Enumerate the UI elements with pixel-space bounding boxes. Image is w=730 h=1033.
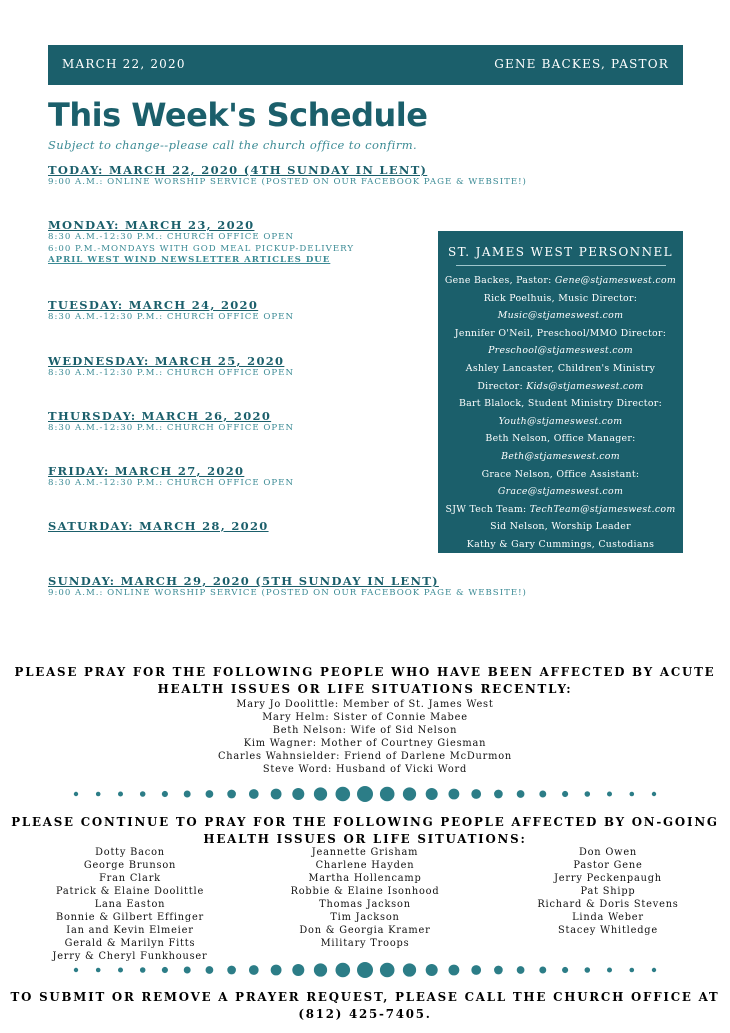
divider-dot — [539, 967, 546, 974]
email-link[interactable]: Preschool@stjameswest.com — [488, 345, 633, 357]
divider-dot — [271, 965, 282, 976]
divider-dot — [314, 787, 327, 800]
divider-dot — [206, 966, 214, 974]
schedule-day — [48, 519, 448, 533]
divider-dot — [585, 967, 591, 973]
acute-prayer-list — [0, 698, 730, 776]
list-item: Mary Jo Doolittle: Member of St. James West — [236, 699, 494, 710]
bulletin-date: MARCH 22, 2020 — [62, 57, 186, 71]
email-link[interactable]: Kids@stjameswest.com — [526, 380, 644, 392]
divider-dot — [652, 792, 656, 796]
divider-dot — [562, 791, 568, 797]
schedule-day — [48, 218, 448, 267]
divider-dot — [140, 967, 146, 973]
schedule-day — [48, 298, 448, 324]
email-link[interactable]: TechTeam@stjameswest.com — [529, 503, 676, 515]
personnel-box — [438, 231, 683, 553]
divider-dot — [403, 963, 416, 976]
personnel-line: Beth Nelson, Office Manager: — [485, 433, 636, 445]
list-item: Stacey Whitledge — [558, 925, 658, 936]
page-title: This Week's Schedule — [48, 96, 428, 134]
divider-dot — [74, 968, 78, 972]
personnel-line — [438, 413, 683, 431]
personnel-line — [438, 483, 683, 501]
ongoing-list-column-3 — [518, 846, 698, 937]
divider-dot — [74, 792, 78, 796]
email-link[interactable]: Grace@stjameswest.com — [497, 486, 624, 498]
list-item: Don Owen — [578, 847, 638, 858]
schedule-day — [48, 163, 527, 189]
day-event: 8:30 A.M.-12:30 P.M.: CHURCH OFFICE OPEN — [48, 478, 294, 488]
divider-dot — [336, 787, 351, 802]
list-item: Lana Easton — [94, 899, 166, 910]
day-event: 9:00 A.M.: ONLINE WORSHIP SERVICE (POSTED ON OUR FACEBOOK PAGE & WEBSITE!) — [48, 177, 527, 187]
list-item: Ian and Kevin Elmeier — [66, 925, 194, 936]
personnel-line: Jennifer O'Neil, Preschool/MMO Director: — [454, 327, 667, 339]
day-heading: SUNDAY: MARCH 29, 2020 (5TH SUNDAY IN LENT) — [48, 574, 439, 588]
divider-dot — [249, 789, 259, 799]
divider-dot — [517, 966, 525, 974]
divider-dot — [140, 791, 146, 797]
divider-dot — [494, 790, 503, 799]
divider-dot — [96, 968, 101, 973]
divider-dot — [292, 964, 304, 976]
prayer-request-footer: TO SUBMIT OR REMOVE A PRAYER REQUEST, PLEASE CALL THE CHURCH OFFICE AT (812) 425-7405. — [0, 989, 730, 1023]
day-heading: TODAY: MARCH 22, 2020 (4TH SUNDAY IN LENT) — [48, 163, 428, 177]
day-heading: SATURDAY: MARCH 28, 2020 — [48, 519, 269, 533]
schedule-day — [48, 354, 448, 380]
divider-dot — [357, 786, 373, 802]
divider-dot — [630, 792, 635, 797]
day-heading: THURSDAY: MARCH 26, 2020 — [48, 409, 272, 423]
divider-dot — [227, 966, 236, 975]
day-heading: TUESDAY: MARCH 24, 2020 — [48, 298, 259, 312]
list-item: Jerry & Cheryl Funkhouser — [52, 951, 208, 962]
divider-dot — [652, 968, 656, 972]
divider-dot — [471, 965, 481, 975]
email-link[interactable]: Gene@stjameswest.com — [554, 275, 677, 286]
list-item: Mary Helm: Sister of Connie Mabee — [262, 712, 468, 723]
list-item: Martha Hollencamp — [308, 873, 422, 884]
divider-dot — [607, 968, 612, 973]
divider-dot — [249, 965, 259, 975]
email-link[interactable]: Youth@stjameswest.com — [498, 415, 623, 427]
list-item: Dotty Bacon — [95, 847, 165, 858]
newsletter-link[interactable]: APRIL WEST WIND NEWSLETTER ARTICLES DUE — [48, 255, 331, 265]
divider-dot — [403, 787, 416, 800]
ongoing-list-column-2 — [275, 846, 455, 950]
day-heading: MONDAY: MARCH 23, 2020 — [48, 218, 255, 232]
divider-dot — [206, 790, 214, 798]
divider-dot — [539, 791, 546, 798]
schedule-day — [48, 574, 527, 600]
list-item: Thomas Jackson — [319, 899, 411, 910]
day-event: 9:00 A.M.: ONLINE WORSHIP SERVICE (POSTED ON OUR FACEBOOK PAGE & WEBSITE!) — [48, 588, 527, 598]
day-event: 8:30 A.M.-12:30 P.M.: CHURCH OFFICE OPEN — [48, 423, 294, 433]
personnel-line — [438, 342, 683, 360]
list-item: Linda Weber — [572, 912, 644, 923]
list-item: George Brunson — [83, 860, 177, 871]
list-item: Jeannette Grisham — [311, 847, 419, 858]
list-item: Fran Clark — [99, 873, 161, 884]
personnel-line: Sid Nelson, Worship Leader — [490, 521, 631, 533]
personnel-line: Bart Blalock, Student Ministry Director: — [458, 398, 663, 410]
divider-dot — [118, 792, 123, 797]
divider-dot — [96, 792, 101, 797]
personnel-line: Gene Backes, Pastor: Gene@stjameswest.com — [444, 275, 677, 286]
list-item: Gerald & Marilyn Fitts — [64, 938, 196, 949]
ongoing-list-column-1 — [40, 846, 220, 963]
personnel-line: Rick Poelhuis, Music Director: — [483, 292, 638, 304]
day-event: 8:30 A.M.-12:30 P.M.: CHURCH OFFICE OPEN — [48, 312, 294, 322]
day-heading: WEDNESDAY: MARCH 25, 2020 — [48, 354, 285, 368]
list-item: Robbie & Elaine Isonhood — [290, 886, 440, 897]
list-item: Steve Word: Husband of Vicki Word — [262, 764, 468, 775]
ongoing-prayer-heading: PLEASE CONTINUE TO PRAY FOR THE FOLLOWING PEOPLE AFFECTED BY ON-GOING HEALTH ISSUES OR LIFE SITUATIONS: — [11, 815, 719, 846]
dot-divider — [0, 782, 730, 806]
divider-dot — [336, 963, 351, 978]
divider-dot — [184, 967, 191, 974]
header-bar — [48, 45, 683, 85]
day-event: 8:30 A.M.-12:30 P.M.: CHURCH OFFICE OPEN — [48, 232, 294, 242]
divider-dot — [227, 790, 236, 799]
personnel-divider — [456, 265, 666, 266]
divider-dot — [118, 968, 123, 973]
acute-prayer-section — [0, 664, 730, 776]
divider-dot — [314, 963, 327, 976]
schedule-day — [48, 464, 448, 490]
list-item: Tim Jackson — [330, 912, 400, 923]
divider-dot — [585, 791, 591, 797]
day-heading: FRIDAY: MARCH 27, 2020 — [48, 464, 245, 478]
divider-dot — [380, 787, 395, 802]
personnel-line — [438, 307, 683, 325]
pastor-name: GENE BACKES, PASTOR — [494, 57, 669, 71]
personnel-line: SJW Tech Team: TechTeam@stjameswest.com — [445, 503, 676, 515]
divider-dot — [292, 788, 304, 800]
list-item: Richard & Doris Stevens — [537, 899, 679, 910]
divider-dot — [517, 790, 525, 798]
list-item: Patrick & Elaine Doolittle — [55, 886, 205, 897]
divider-dot — [357, 962, 373, 978]
personnel-line — [438, 448, 683, 466]
dot-divider — [0, 958, 730, 982]
day-event: 8:30 A.M.-12:30 P.M.: CHURCH OFFICE OPEN — [48, 368, 294, 378]
divider-dot — [471, 789, 481, 799]
list-item: Charlene Hayden — [315, 860, 415, 871]
divider-dot — [426, 788, 438, 800]
divider-dot — [271, 789, 282, 800]
church-phone[interactable]: (812) 425-7405. — [298, 1007, 432, 1021]
list-item: Beth Nelson: Wife of Sid Nelson — [272, 725, 458, 736]
personnel-title: ST. JAMES WEST PERSONNEL — [447, 245, 674, 259]
list-item: Kim Wagner: Mother of Courtney Giesman — [243, 738, 487, 749]
divider-dot — [184, 791, 191, 798]
divider-dot — [448, 789, 459, 800]
divider-dot — [607, 792, 612, 797]
divider-dot — [630, 968, 635, 973]
page-subtitle: Subject to change--please call the church office to confirm. — [48, 138, 418, 152]
list-item: Don & Georgia Kramer — [299, 925, 431, 936]
acute-prayer-heading: PLEASE PRAY FOR THE FOLLOWING PEOPLE WHO HAVE BEEN AFFECTED BY ACUTE HEALTH ISSUES OR LIFE SITUATIONS RECENTLY: — [14, 665, 716, 696]
schedule-day — [48, 409, 448, 435]
divider-dot — [162, 967, 168, 973]
list-item: Pat Shipp — [580, 886, 636, 897]
divider-dot — [562, 967, 568, 973]
divider-dot — [162, 791, 168, 797]
divider-dot — [426, 964, 438, 976]
list-item: Military Troops — [320, 938, 410, 949]
divider-dot — [380, 963, 395, 978]
personnel-line: Director: Kids@stjameswest.com — [477, 380, 644, 392]
day-event: 6:00 P.M.-MONDAYS WITH GOD MEAL PICKUP-DELIVERY — [48, 243, 355, 254]
email-link[interactable]: Music@stjameswest.com — [497, 310, 624, 322]
list-item: Jerry Peckenpaugh — [554, 873, 662, 884]
personnel-line: Kathy & Gary Cummings, Custodians — [466, 538, 655, 550]
personnel-line: Ashley Lancaster, Children's Ministry — [465, 362, 656, 374]
list-item: Bonnie & Gilbert Effinger — [55, 912, 205, 923]
divider-dot — [448, 965, 459, 976]
personnel-line: Grace Nelson, Office Assistant: — [481, 468, 640, 480]
list-item: Pastor Gene — [573, 860, 643, 871]
ongoing-prayer-section — [0, 814, 730, 847]
email-link[interactable]: Beth@stjameswest.com — [501, 450, 620, 462]
list-item: Charles Wahnsielder: Friend of Darlene McDurmon — [217, 751, 513, 762]
personnel-list — [438, 272, 683, 554]
divider-dot — [494, 966, 503, 975]
